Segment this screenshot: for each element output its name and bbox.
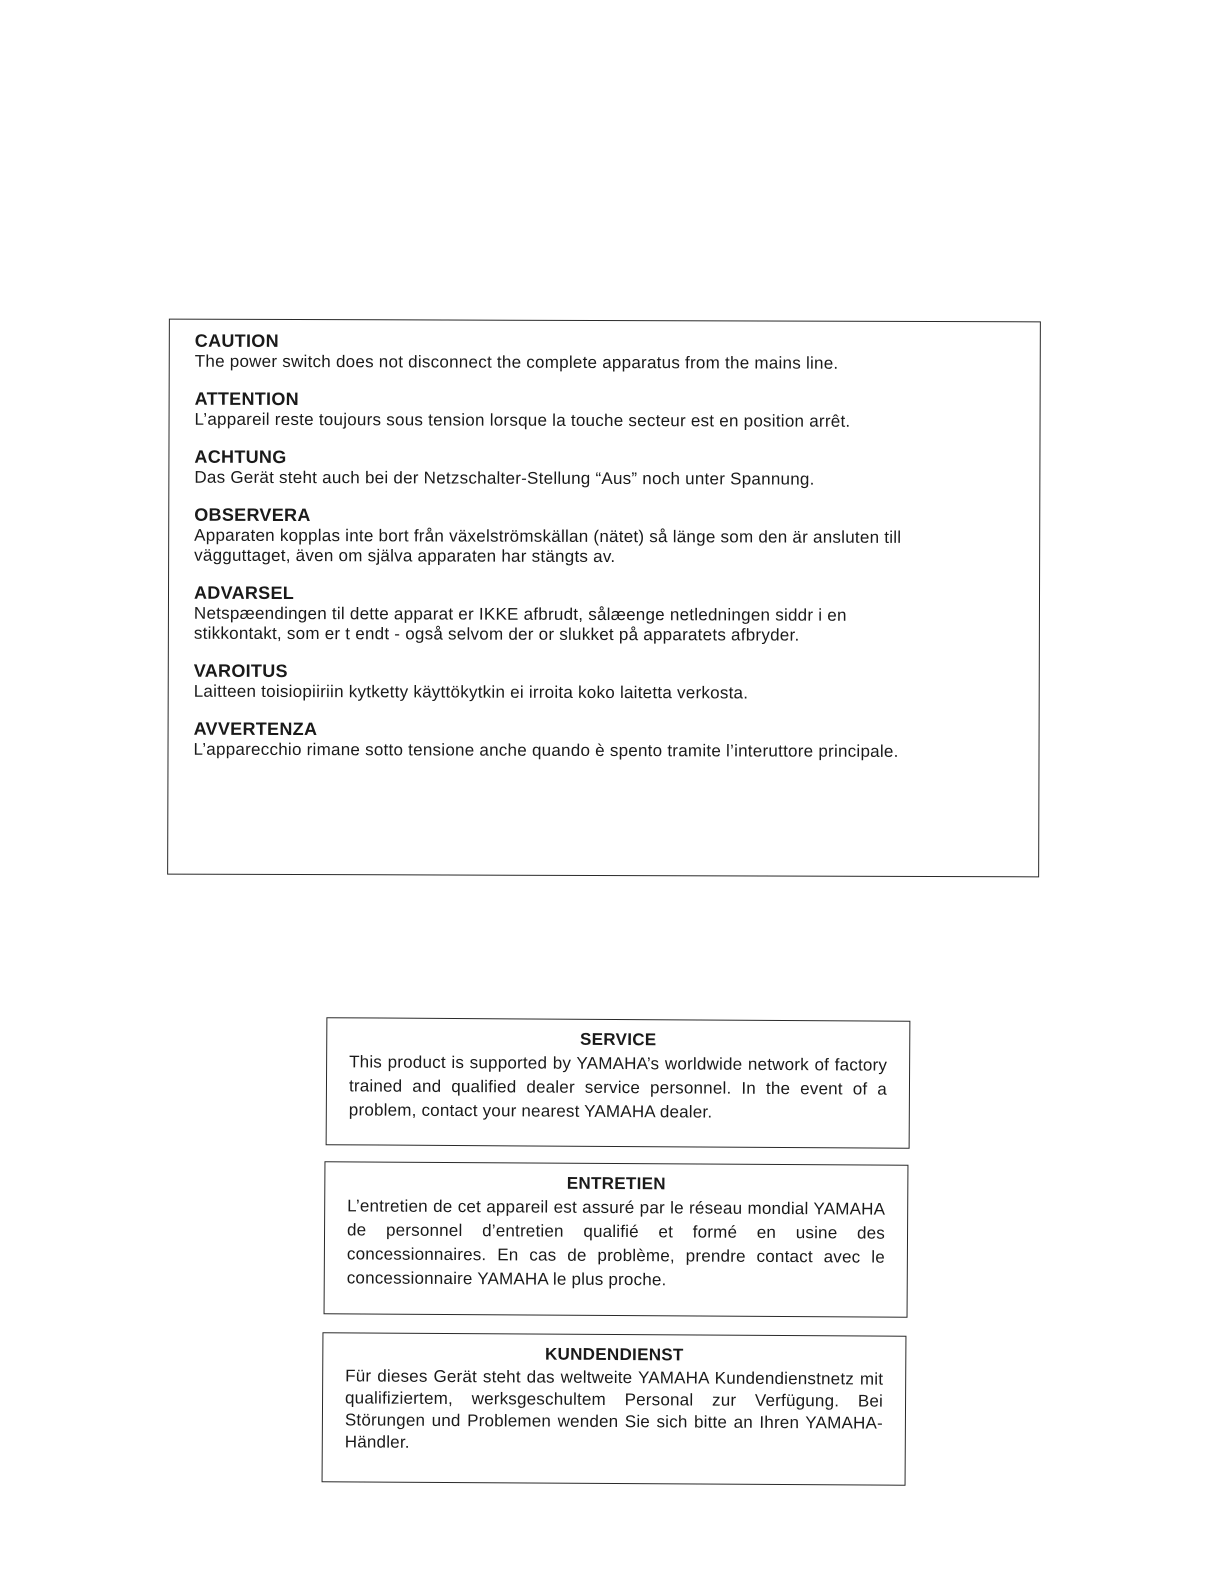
warning-text: Netspæendingen til dette apparat er IKKE afbrudt, sålæenge netledningen siddr i en stikkontakt, som er t endt - også selvom der or slukket på apparatets afbryder. <box>193 603 847 645</box>
warning-advarsel <box>194 582 1017 647</box>
kundendienst-heading: KUNDENDIENST <box>544 1344 684 1365</box>
service-text: This product is supported by YAMAHA’s worldwide network of factory trained and qualified dealer service personnel. In the event of a problem, contact your nearest YAMAHA dealer. <box>348 1052 888 1122</box>
warning-observera <box>194 504 1017 569</box>
warning-text: L’apparecchio rimane sotto tensione anche quando è spento tramite l’interuttore principale. <box>193 739 899 761</box>
warning-attention <box>195 388 1018 433</box>
safety-warnings-box <box>167 319 1041 878</box>
warning-heading: OBSERVERA <box>194 504 311 526</box>
warning-text: Apparaten kopplas inte bort från växelströmskällan (nätet) så länge som den är ansluten till vägguttaget, även om själva apparaten har stängts av. <box>194 525 902 567</box>
kundendienst-text: Für dieses Gerät steht das weltweite YAMAHA Kundendienstnetz mit qualifiziertem, werksgeschultem Personal zur Verfügung. Bei Störungen und Problemen wenden Sie sich bitte an Ihren YAMAHA-Händler. <box>344 1366 884 1452</box>
entretien-text: L’entretien de cet appareil est assuré par le réseau mondial YAMAHA de personnel d’entretien qualifié et formé en usine des concessionnaires. En cas de problème, prendre contact avec le concessionnaire YAMAHA le plus proche. <box>346 1196 886 1290</box>
warning-heading: ATTENTION <box>194 388 300 410</box>
warning-heading: ADVARSEL <box>193 582 295 604</box>
warning-caution <box>195 330 1018 375</box>
entretien-box <box>324 1161 909 1318</box>
entretien-heading: ENTRETIEN <box>566 1173 666 1194</box>
warning-text: L’appareil reste toujours sous tension lorsque la touche secteur est en position arrêt. <box>194 409 851 431</box>
warning-text: The power switch does not disconnect the complete apparatus from the mains line. <box>194 351 839 373</box>
warning-heading: CAUTION <box>194 330 279 351</box>
warning-text: Das Gerät steht auch bei der Netzschalter-Stellung “Aus” noch unter Spannung. <box>194 467 815 489</box>
warning-varoitus <box>194 660 1017 705</box>
warning-avvertenza <box>193 718 1016 763</box>
warning-heading: AVVERTENZA <box>193 718 318 740</box>
warning-text: Laitteen toisiopiiriin kytketty käyttökytkin ei irroita koko laitetta verkosta. <box>193 681 749 703</box>
warning-achtung <box>194 446 1017 491</box>
service-heading: SERVICE <box>579 1029 657 1050</box>
warning-heading: VAROITUS <box>193 660 288 682</box>
service-box <box>326 1017 911 1149</box>
warning-heading: ACHTUNG <box>194 446 287 468</box>
kundendienst-box <box>322 1332 907 1486</box>
